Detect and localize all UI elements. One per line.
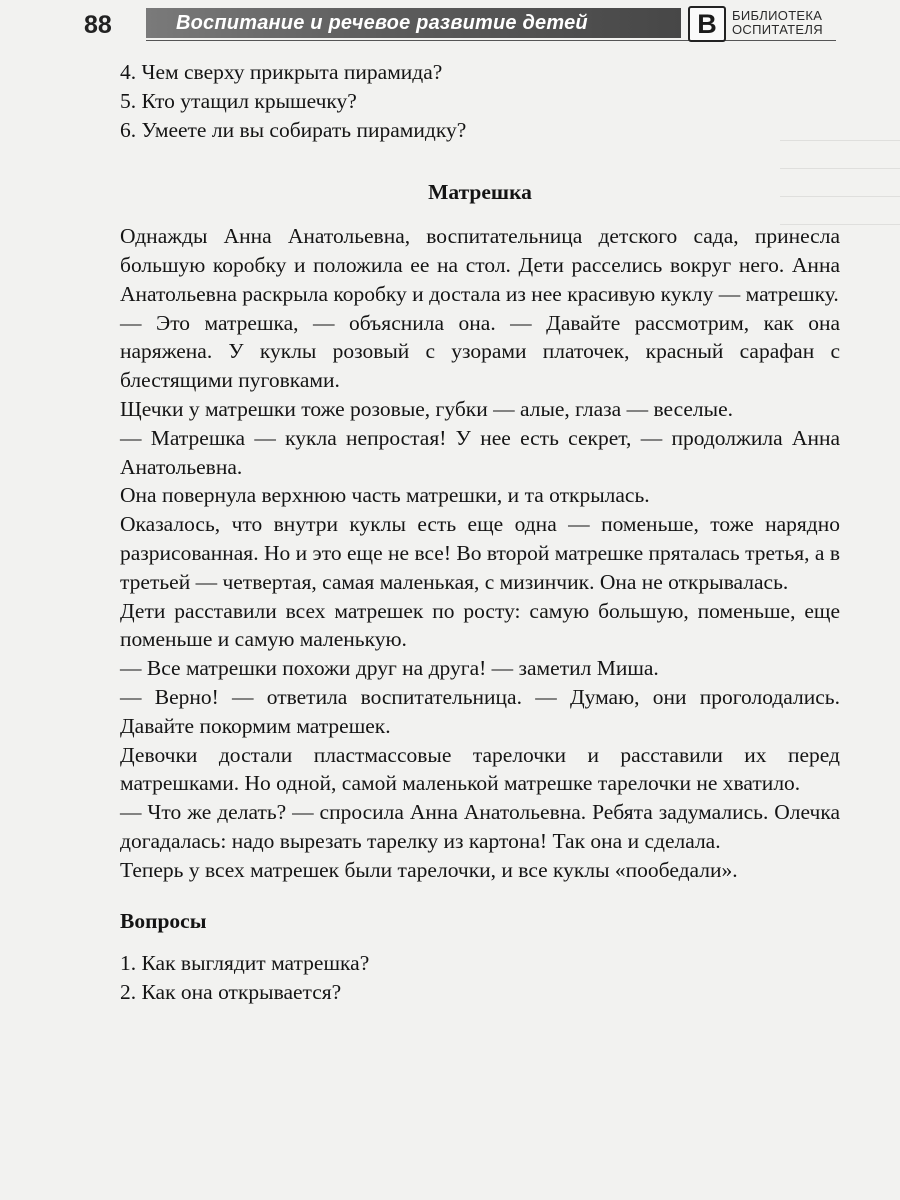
questions-list	[120, 949, 840, 1007]
paragraph: — Это матрешка, — объяснила она. — Давайте рассмотрим, как она наряжена. У куклы розовый с узорами платочек, красный сарафан с блестящими пуговками.	[120, 310, 840, 393]
paragraph: Щечки у матрешки тоже розовые, губки — алые, глаза — веселые.	[120, 396, 734, 421]
running-title: Воспитание и речевое развитие детей	[176, 12, 588, 34]
paragraph: Однажды Анна Анатольевна, воспитательница детского сада, принесла большую коробку и положила ее на стол. Дети расселись вокруг него. Анна Анатольевна раскрыла коробку и достала из нее красивую куклу — матрешку.	[120, 224, 840, 306]
paragraph: — Что же делать? — спросила Анна Анатольевна. Ребята задумались. Олечка догадалась: надо вырезать тарелку из картона! Так она и сделала.	[120, 800, 840, 853]
logo-letter: В	[697, 9, 717, 39]
series-logo	[688, 6, 838, 42]
logo-text	[732, 9, 823, 37]
paragraph: Она повернула верхнюю часть матрешки, и та открылась.	[120, 483, 650, 508]
story-title: Матрешка	[428, 180, 532, 205]
paragraph: Теперь у всех матрешек были тарелочки, и все куклы «пообедали».	[120, 857, 738, 882]
list-item: 2. Как она открывается?	[120, 980, 342, 1005]
header-banner	[146, 8, 681, 38]
questions-heading: Вопросы	[120, 908, 207, 933]
paragraph: Девочки достали пластмассовые тарелочки и расставили их перед матрешками. Но одной, самой маленькой матрешке тарелочки не хватило.	[120, 742, 840, 796]
list-item: 5. Кто утащил крышечку?	[120, 88, 357, 113]
paragraph: Дети расставили всех матрешек по росту: самую большую, поменьше, еще поменьше и самую маленькую.	[120, 598, 840, 652]
page-content	[120, 58, 840, 1007]
list-item: 6. Умеете ли вы собирать пирамидку?	[120, 117, 467, 142]
list-item: 4. Чем сверху прикрыта пирамида?	[120, 60, 443, 84]
page-number: 88	[84, 11, 112, 39]
logo-letter-box	[688, 6, 726, 42]
logo-line-1: БИБЛИОТЕКА	[732, 8, 823, 23]
paragraph: — Верно! — ответила воспитательница. — Думаю, они проголодались. Давайте покормим матрешек.	[120, 684, 840, 738]
paragraph: Оказалось, что внутри куклы есть еще одна — поменьше, тоже нарядно разрисованная. Но и это еще не все! Во второй матрешке пряталась третья, а в третьей — четвертая, самая маленькая, с мизинчик. Она не открывалась.	[120, 512, 840, 594]
paragraph: — Матрешка — кукла непростая! У нее есть секрет, — продолжила Анна Анатольевна.	[120, 425, 840, 479]
logo-line-2: ОСПИТАТЕЛЯ	[732, 22, 823, 37]
paragraph: — Все матрешки похожи друг на друга! — заметил Миша.	[120, 656, 659, 681]
list-item: 1. Как выглядит матрешка?	[120, 951, 370, 976]
story-body	[120, 222, 840, 884]
previous-questions-list	[120, 58, 840, 144]
